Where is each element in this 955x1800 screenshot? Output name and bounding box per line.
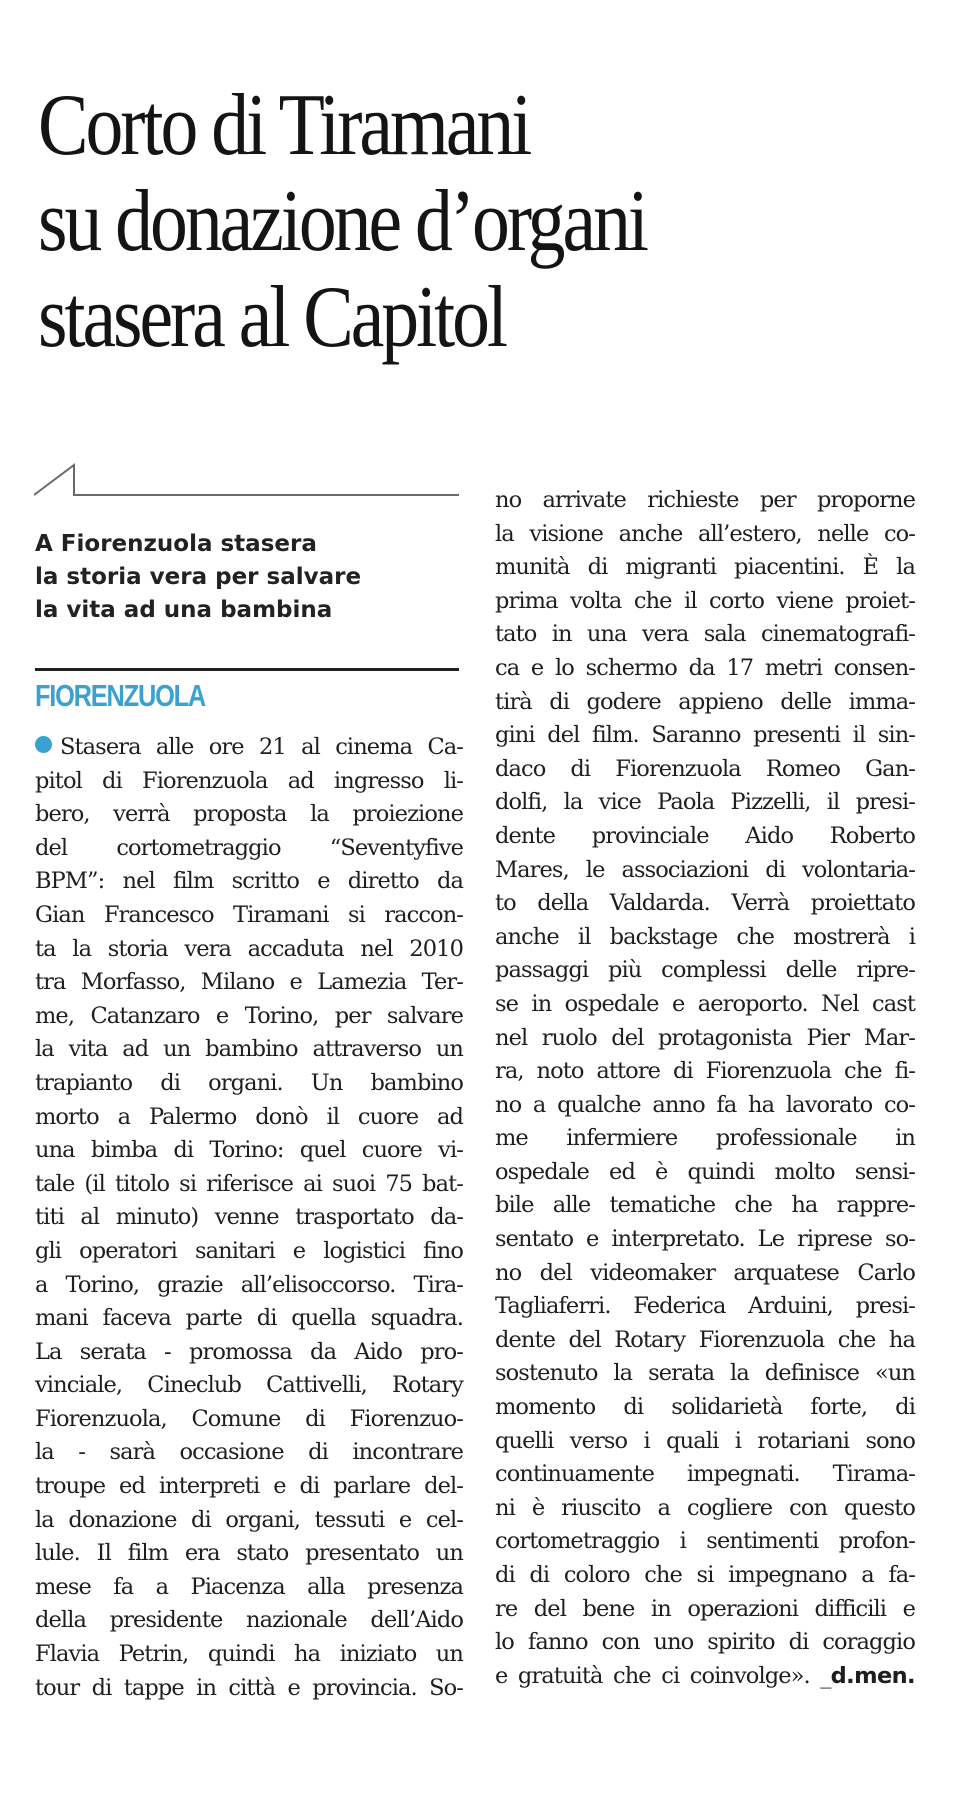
body-line: ni è riuscito a cogliere con questo bbox=[495, 1494, 915, 1521]
body-line: pitol di Fiorenzuola ad ingresso li- bbox=[35, 767, 463, 794]
body-line: passaggi più complessi delle ripre- bbox=[495, 957, 915, 984]
body-line: BPM”: nel film scritto e diretto da bbox=[35, 868, 463, 895]
body-line: anche il backstage che mostrerà i bbox=[495, 923, 915, 950]
body-line: gini del film. Saranno presenti il sin- bbox=[495, 722, 915, 749]
body-line: tato in una vera sala cinematografi- bbox=[495, 621, 915, 648]
body-line: Flavia Petrin, quindi ha iniziato un bbox=[35, 1641, 463, 1668]
body-line: continuamente impegnati. Tirama- bbox=[495, 1461, 915, 1488]
subheadline bbox=[35, 528, 455, 627]
body-line: la vita ad un bambino attraverso un bbox=[35, 1036, 463, 1063]
body-line bbox=[35, 731, 463, 765]
body-line: della presidente nazionale dell’Aido bbox=[35, 1607, 463, 1634]
body-line: la donazione di organi, tessuti e cel- bbox=[35, 1506, 463, 1533]
body-line: di di coloro che si impegnano a fa- bbox=[495, 1562, 915, 1588]
headline-line: stasera al Capitol bbox=[38, 269, 506, 366]
body-line: to della Valdarda. Verrà proiettato bbox=[495, 890, 915, 917]
body-line-text: e gratuità che ci coinvolge». _ bbox=[495, 1662, 831, 1689]
body-line: re del bene in operazioni difficili e bbox=[495, 1595, 915, 1622]
body-line: tale (il titolo si riferisce ai suoi 75 bat- bbox=[35, 1170, 463, 1197]
body-line: se in ospedale e aeroporto. Nel cast bbox=[495, 990, 915, 1017]
body-line: mani faceva parte di quella squadra. bbox=[35, 1305, 463, 1332]
body-line: titi al minuto) venne trasportato da- bbox=[35, 1204, 463, 1231]
body-line: cortometraggio i sentimenti profon- bbox=[495, 1528, 915, 1555]
body-line: tour di tappe in città e provincia. So- bbox=[35, 1674, 463, 1701]
body-line: lule. Il film era stato presentato un bbox=[35, 1540, 463, 1567]
body-line: dente provinciale Aido Roberto bbox=[495, 822, 915, 849]
body-line: morto a Palermo donò il cuore ad bbox=[35, 1103, 463, 1130]
body-line: ca e lo schermo da 17 metri consen- bbox=[495, 654, 915, 681]
body-line: munità di migranti piacentini. È la bbox=[495, 554, 915, 581]
body-line: Mares, le associazioni di volontaria- bbox=[495, 856, 915, 883]
body-line: dolfi, la vice Paola Pizzelli, il presi- bbox=[495, 789, 915, 816]
section-divider bbox=[35, 668, 459, 671]
body-line: a Torino, grazie all’elisoccorso. Tira- bbox=[35, 1271, 463, 1298]
body-line: mese fa a Piacenza alla presenza bbox=[35, 1573, 463, 1600]
body-line: prima volta che il corto viene proiet- bbox=[495, 587, 915, 614]
body-line: trapianto di organi. Un bambino bbox=[35, 1069, 463, 1096]
body-line: me infermiere professionale in bbox=[495, 1125, 915, 1152]
body-line: no del videomaker arquatese Carlo bbox=[495, 1259, 915, 1286]
body-line: La serata - promossa da Aido pro- bbox=[35, 1338, 463, 1365]
dateline: FIORENZUOLA bbox=[35, 678, 206, 713]
decorative-line-icon bbox=[34, 462, 459, 498]
body-line: troupe ed interpreti e di parlare del- bbox=[35, 1473, 463, 1500]
body-line: la - sarà occasione di incontrare bbox=[35, 1439, 463, 1466]
body-line: nel ruolo del protagonista Pier Mar- bbox=[495, 1024, 915, 1051]
body-line: Fiorenzuola, Comune di Fiorenzuo- bbox=[35, 1405, 463, 1432]
body-line-text: Stasera alle ore 21 al cinema Ca- bbox=[60, 734, 463, 760]
body-line: sentato e interpretato. Le riprese so- bbox=[495, 1226, 915, 1253]
body-column-right bbox=[495, 484, 915, 1693]
body-line: ospedale ed è quindi molto sensi- bbox=[495, 1158, 915, 1185]
body-line: momento di solidarietà forte, di bbox=[495, 1394, 915, 1421]
body-line: lo fanno con uno spirito di coraggio bbox=[495, 1629, 915, 1656]
body-line: quelli verso i quali i rotariani sono bbox=[495, 1427, 915, 1454]
body-line: vinciale, Cineclub Cattivelli, Rotary bbox=[35, 1372, 463, 1399]
body-line: Tagliaferri. Federica Arduini, presi- bbox=[495, 1293, 915, 1320]
headline-line: su donazione d’organi bbox=[38, 173, 646, 270]
bullet-dot-icon bbox=[35, 736, 52, 753]
subheadline-line: la vita ad una bambina bbox=[35, 597, 333, 623]
body-line: bero, verrà proposta la proiezione bbox=[35, 801, 463, 828]
body-line: la visione anche all’estero, nelle co- bbox=[495, 520, 915, 547]
author-signature: d.men. bbox=[830, 1662, 915, 1689]
headline-line: Corto di Tiramani bbox=[38, 77, 530, 174]
body-column-left bbox=[35, 731, 463, 1705]
body-line: tra Morfasso, Milano e Lamezia Ter- bbox=[35, 969, 463, 996]
body-line bbox=[495, 1660, 915, 1694]
body-line: no arrivate richieste per proporne bbox=[495, 487, 915, 513]
body-line: me, Catanzaro e Torino, per salvare bbox=[35, 1002, 463, 1029]
body-line: tirà di godere appieno delle imma- bbox=[495, 688, 915, 715]
subheadline-line: la storia vera per salvare bbox=[35, 564, 362, 590]
body-line: Gian Francesco Tiramani si raccon- bbox=[35, 901, 463, 928]
subheadline-line: A Fiorenzuola stasera bbox=[35, 531, 317, 557]
body-line: ra, noto attore di Fiorenzuola che fi- bbox=[495, 1058, 915, 1085]
body-line: sostenuto la serata la definisce «un bbox=[495, 1360, 915, 1387]
body-line: bile alle tematiche che ha rappre- bbox=[495, 1192, 915, 1219]
body-line: no a qualche anno fa ha lavorato co- bbox=[495, 1091, 915, 1118]
body-line: daco di Fiorenzuola Romeo Gan- bbox=[495, 755, 915, 782]
body-line: gli operatori sanitari e logistici fino bbox=[35, 1237, 463, 1264]
body-line: ta la storia vera accaduta nel 2010 bbox=[35, 935, 463, 962]
headline bbox=[38, 78, 812, 366]
body-line: una bimba di Torino: quel cuore vi- bbox=[35, 1137, 463, 1164]
body-line: dente del Rotary Fiorenzuola che ha bbox=[495, 1326, 915, 1353]
body-line: del cortometraggio “Seventyfive bbox=[35, 834, 463, 861]
